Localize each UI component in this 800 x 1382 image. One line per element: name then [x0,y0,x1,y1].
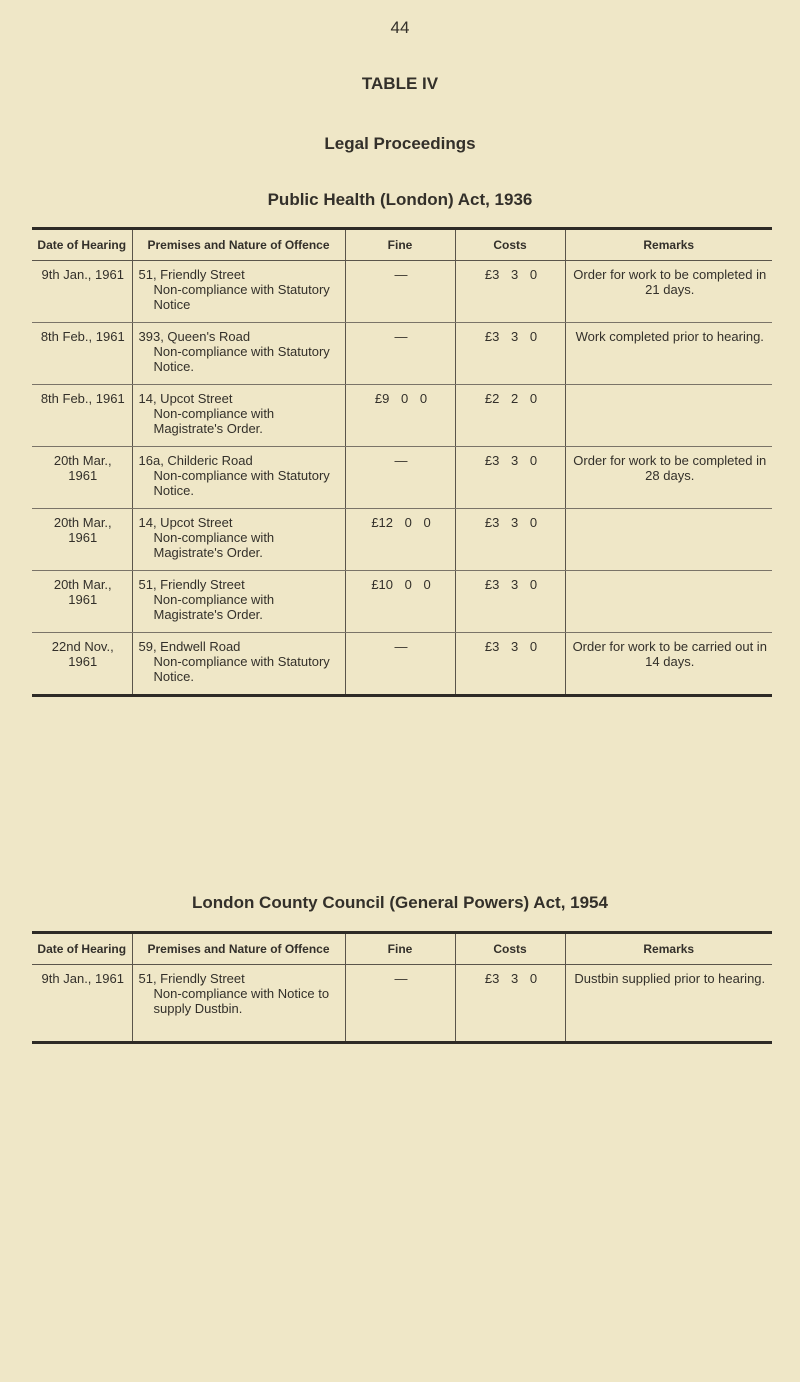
remarks-text: Dustbin supplied prior to hearing. [565,965,772,1043]
premises-address: 393, Queen's Road [138,329,251,344]
public-health-proceedings-table [32,227,772,697]
table-row [32,323,772,385]
lcc-proceedings-table [32,931,772,1044]
premises-address: 14, Upcot Street [138,391,233,406]
hearing-date: 8th Feb., 1961 [32,385,132,447]
hearing-date: 22nd Nov., 1961 [51,639,114,669]
column-header-remarks: Remarks [565,933,772,965]
costs-amount [455,261,565,323]
offence-nature: Non-compliance with Notice to supply Dustbin. [153,986,330,1016]
premises-cell [132,633,345,696]
premises-cell [132,509,345,571]
premises-cell [132,323,345,385]
offence-nature: Non-compliance with Magistrate's Order. [153,406,275,436]
offence-nature: Non-compliance with Magistrate's Order. [153,530,275,560]
table-row [32,385,772,447]
fine-amount: — [345,323,455,385]
table-title: TABLE IV [361,74,439,93]
premises-address: 51, Friendly Street [138,971,245,986]
costs-amount [455,509,565,571]
offence-nature: Non-compliance with Statutory Notice. [153,654,330,684]
costs-value: £3 3 0 [484,329,538,344]
fine-amount: — [345,447,455,509]
table-row [32,261,772,323]
column-header-remarks: Remarks [565,229,772,261]
column-header-premises: Premises and Nature of Offence [132,229,345,261]
fine-value: £10 0 0 [371,577,431,592]
offence-nature: Non-compliance with Statutory Notice [153,282,330,312]
fine-value: £9 0 0 [374,391,428,406]
premises-cell [132,447,345,509]
premises-cell [132,571,345,633]
column-header-premises: Premises and Nature of Offence [132,933,345,965]
hearing-date: 20th Mar., 1961 [32,571,132,633]
costs-value: £3 3 0 [484,267,538,282]
table-row [32,447,772,509]
section-title: Legal Proceedings [324,134,476,153]
table-header-row [32,229,772,261]
fine-amount: — [345,633,455,696]
hearing-date: 20th Mar., 1961 [32,509,132,571]
fine-value: £12 0 0 [371,515,431,530]
table-row [32,965,772,1043]
remarks-text: Order for work to be completed in 28 days. [565,447,772,509]
premises-address: 16a, Childeric Road [138,453,253,468]
remarks-text [565,385,772,447]
hearing-date: 9th Jan., 1961 [32,261,132,323]
remarks-text: Order for work to be completed in 21 days. [565,261,772,323]
column-header-date: Date of Hearing [32,933,132,965]
table-row [32,509,772,571]
premises-address: 51, Friendly Street [138,577,245,592]
fine-amount [345,509,455,571]
premises-cell [132,261,345,323]
hearing-date: 20th Mar., 1961 [32,447,132,509]
costs-amount [455,385,565,447]
column-header-fine: Fine [345,933,455,965]
table-row [32,571,772,633]
offence-nature: Non-compliance with Magistrate's Order. [153,592,275,622]
remarks-text: Order for work to be carried out in 14 days. [565,633,772,696]
remarks-text: Work completed prior to hearing. [565,323,772,385]
remarks-text [565,571,772,633]
premises-address: 59, Endwell Road [138,639,241,654]
fine-amount: — [345,261,455,323]
table-header-row [32,933,772,965]
costs-value: £3 3 0 [484,453,538,468]
column-header-costs: Costs [455,229,565,261]
costs-amount [455,571,565,633]
costs-value: £3 3 0 [484,577,538,592]
costs-value: £3 3 0 [484,515,538,530]
premises-address: 14, Upcot Street [138,515,233,530]
premises-address: 51, Friendly Street [138,267,245,282]
hearing-date: 8th Feb., 1961 [32,323,132,385]
act-title-lcc-general-powers: London County Council (General Powers) Act, 1954 [192,893,608,912]
column-header-fine: Fine [345,229,455,261]
fine-amount: — [345,965,455,1043]
hearing-date: 9th Jan., 1961 [41,971,124,986]
costs-value: £3 3 0 [484,971,538,986]
table-row [32,633,772,696]
column-header-date: Date of Hearing [32,229,132,261]
premises-cell [132,385,345,447]
column-header-costs: Costs [455,933,565,965]
fine-amount [345,571,455,633]
premises-cell [132,965,345,1043]
costs-value: £3 3 0 [484,639,538,654]
costs-amount [455,633,565,696]
page-number: 44 [390,18,410,37]
offence-nature: Non-compliance with Statutory Notice. [153,344,330,374]
fine-amount [345,385,455,447]
remarks-text [565,509,772,571]
costs-amount [455,965,565,1043]
costs-amount [455,323,565,385]
costs-value: £2 2 0 [484,391,538,406]
act-title-public-health: Public Health (London) Act, 1936 [267,190,533,209]
costs-amount [455,447,565,509]
offence-nature: Non-compliance with Statutory Notice. [153,468,330,498]
